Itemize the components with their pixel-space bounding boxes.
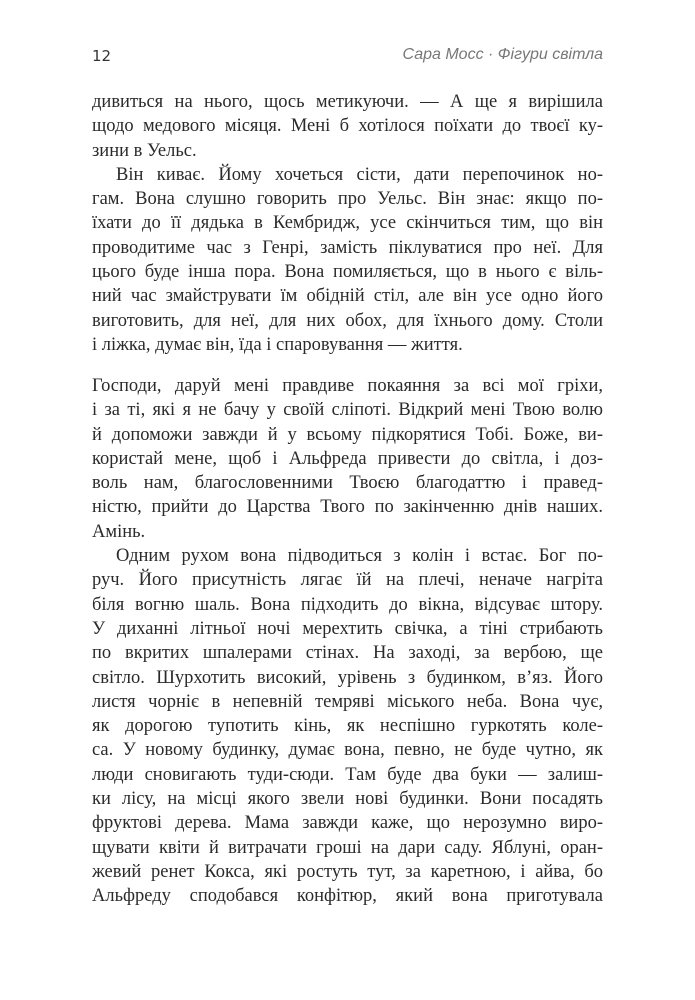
text-line: ний час змайструвати їм обідній стіл, але він усе одно його [92, 286, 603, 307]
text-line: жевий ренет Кокса, які ростуть тут, за каретною, і айва, бо [92, 861, 603, 882]
text-line: гам. Вона слушно говорить про Уельс. Він знає: якщо по- [92, 189, 603, 210]
text-line: Одним рухом вона підводиться з колін і встає. Бог по- [116, 546, 603, 567]
text-line: листя чорніє в непевній темряві міського неба. Вона чує, [92, 691, 603, 712]
text-line: по вкритих шпалерами стінах. На заході, за вербою, ще [92, 643, 603, 664]
text-line: щувати квіти й витрачати гроші на дари саду. Яблуні, оран- [92, 837, 603, 858]
text-line: ки лісу, на місці якого звели нові будинки. Вони посадять [92, 789, 603, 810]
text-line: дивиться на нього, щось метикуючи. — А ще я вирішила [92, 92, 603, 112]
text-line: біля вогню шаль. Вона підходить до вікна, відсуває штору. [92, 594, 603, 615]
text-line: як дорогою тупотить кінь, як неспішно гуркотять коле- [92, 716, 603, 737]
text-line: й допоможи завжди й у всьому підкорятися Тобі. Боже, ви- [92, 424, 603, 445]
text-line: фруктові дерева. Мама завжди каже, що нерозумно виро- [92, 813, 603, 834]
text-line: користай мене, щоб і Альфреда привести до світла, і доз- [92, 448, 603, 469]
text-line: люди сновигають туди-сюди. Там буде два буки — залиш- [92, 764, 603, 785]
text-line: зини в Уельс. [92, 140, 197, 161]
text-block-narrative [92, 90, 603, 357]
text-block-prayer-and-narrative [92, 374, 603, 909]
text-line: Він киває. Йому хочеться сісти, дати перепочинок но- [116, 164, 603, 185]
text-line: Амінь. [92, 521, 146, 542]
page-number: 12 [92, 47, 112, 65]
text-line: Альфреду сподобався конфітюр, який вона приготувала [92, 886, 603, 907]
text-line: і за ті, які я не бачу у своїй сліпоті. Відкрий мені Твою волю [92, 400, 603, 421]
text-line: щодо медового місяця. Мені б хотілося поїхати до твоєї ку- [92, 116, 603, 137]
text-line: У диханні літньої ночі мерехтить свічка, а тіні стрибають [92, 618, 603, 639]
text-line: са. У новому будинку, думає вона, певно, не буде чутно, як [92, 740, 603, 761]
text-line: світло. Шурхотить високий, урівень з будинком, в’яз. Його [92, 667, 603, 688]
text-line: проводитиме час з Генрі, замість піклуватися про неї. Для [92, 237, 603, 258]
text-line: воль нам, благословенними Твоєю благодаттю і правед- [92, 473, 603, 494]
text-line: Господи, даруй мені правдиве покаяння за всі мої гріхи, [92, 376, 603, 396]
text-line: руч. Його присутність лягає їй на плечі, неначе нагріта [92, 570, 603, 591]
text-line: виготовить, для неї, для них обох, для їхнього дому. Столи [92, 310, 603, 331]
text-line: цього буде інша пора. Вона помиляється, що в нього є віль- [92, 262, 603, 283]
text-line: їхати до її дядька в Кембридж, усе скінчиться тим, що він [92, 213, 603, 234]
text-line: і ліжка, думає він, їда і спаровування — життя. [92, 334, 463, 355]
running-title: Сара Мосс · Фігури світла [402, 46, 603, 63]
text-line: ністю, прийти до Царства Твого по закінченню днів наших. [92, 497, 603, 518]
